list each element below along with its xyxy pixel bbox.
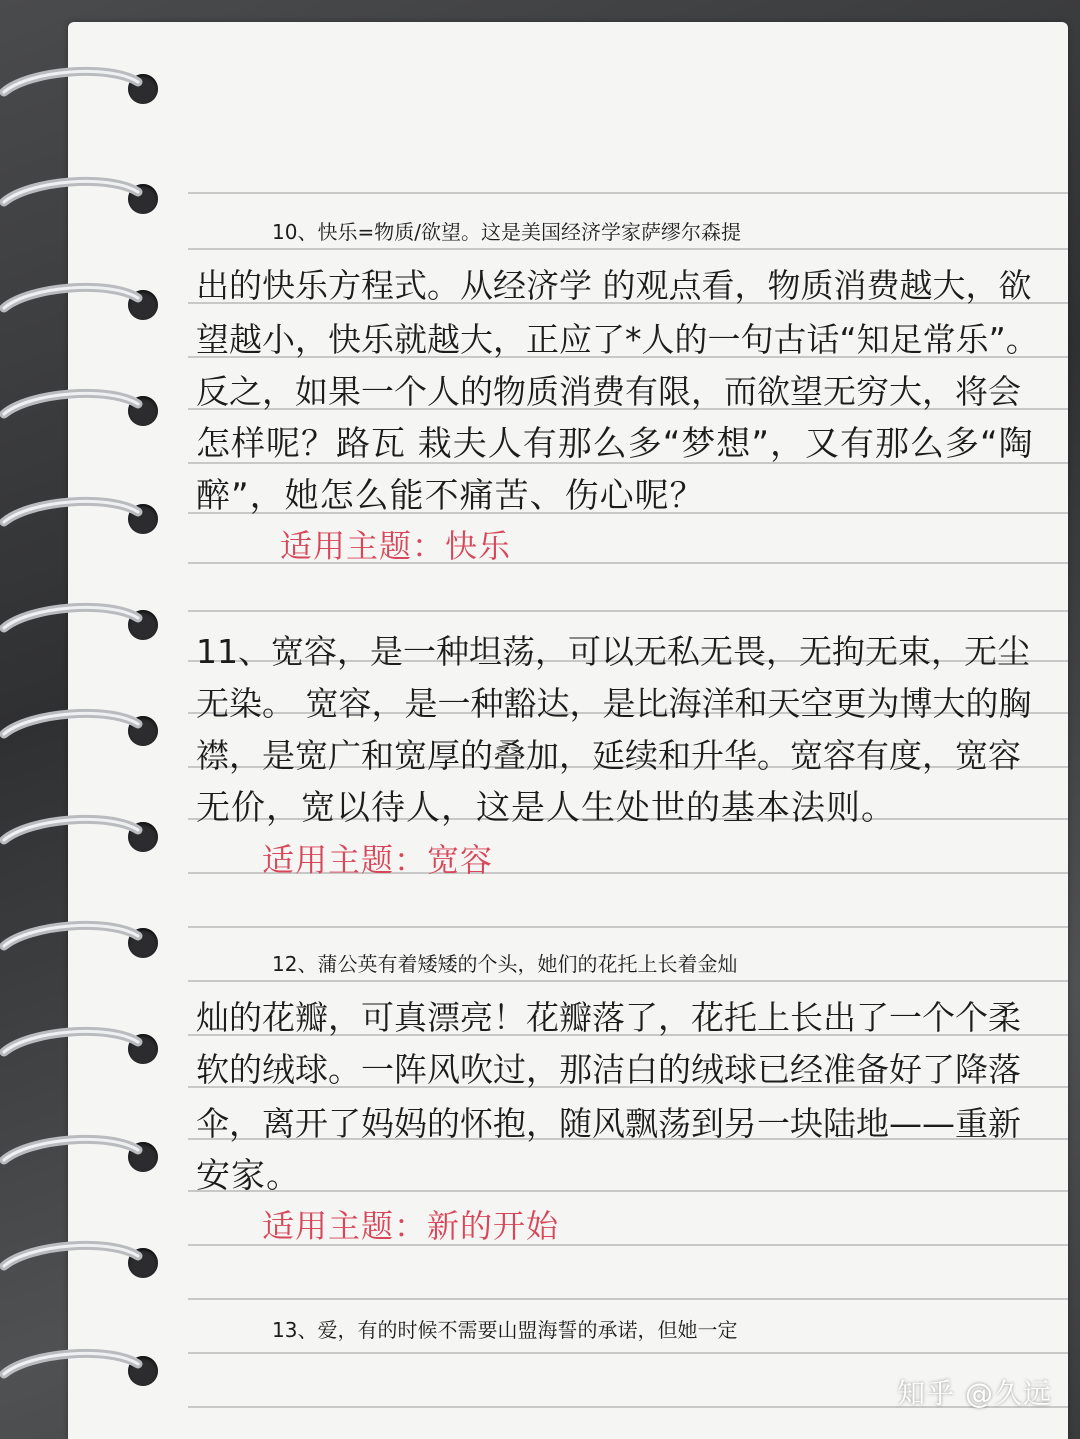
entry-10-line-1: 10、快乐=物质/欲望。这是美国经济学家萨缪尔森提 <box>272 220 741 244</box>
entry-11-line-2: 无染。 宽容，是一种豁达，是比海洋和天空更为博大的胸 <box>196 684 1032 723</box>
spiral-ring <box>0 598 150 642</box>
spiral-ring <box>0 1236 150 1280</box>
entry-11-line-4: 无价，宽以待人，这是人生处世的基本法则。 <box>196 788 896 828</box>
spiral-ring <box>0 1344 150 1388</box>
ruled-line <box>188 192 1068 194</box>
entry-12-line-5: 安家。 <box>196 1156 301 1196</box>
entry-11-theme: 适用主题：宽容 <box>262 841 494 879</box>
entry-10-line-4: 反之，如果一个人的物质消费有限，而欲望无穷大，将会 <box>196 372 1021 411</box>
spiral-ring <box>0 1130 150 1174</box>
entry-12-line-1: 12、蒲公英有着矮矮的个头，她们的花托上长着金灿 <box>272 952 738 976</box>
entry-12-line-4: 伞，离开了妈妈的怀抱，随风飘荡到另一块陆地——重新 <box>196 1104 1021 1143</box>
spiral-ring <box>0 62 150 106</box>
entry-11-line-3: 襟，是宽广和宽厚的叠加，延续和升华。宽容有度，宽容 <box>196 736 1021 775</box>
entry-10-line-6: 醉”，她怎么能不痛苦、伤心呢？ <box>196 476 705 516</box>
entry-11-line-1: 11、宽容，是一种坦荡，可以无私无畏，无拘无束，无尘 <box>196 632 1030 671</box>
watermark: 知乎 @久远 <box>897 1377 1052 1410</box>
spiral-ring <box>0 278 150 322</box>
entry-12-line-2: 灿的花瓣，可真漂亮！花瓣落了，花托上长出了一个个柔 <box>196 998 1021 1037</box>
spiral-ring <box>0 172 150 216</box>
spiral-ring <box>0 384 150 428</box>
entry-13-line-1: 13、爱，有的时候不需要山盟海誓的承诺，但她一定 <box>272 1318 738 1342</box>
entry-10-theme: 适用主题：快乐 <box>280 527 512 565</box>
entry-10-line-5: 怎样呢？路瓦 栽夫人有那么多“梦想”，又有那么多“陶 <box>196 424 1034 464</box>
spiral-ring <box>0 1022 150 1066</box>
entry-10-line-3: 望越小，快乐就越大，正应了*人的一句古话“知足常乐”。 <box>196 320 1039 359</box>
spiral-ring <box>0 492 150 536</box>
entry-12-theme: 适用主题：新的开始 <box>262 1207 560 1245</box>
ruled-line <box>188 1298 1068 1300</box>
spiral-ring <box>0 704 150 748</box>
ruled-line <box>188 1352 1068 1354</box>
ruled-line <box>188 610 1068 612</box>
ruled-line <box>188 926 1068 928</box>
spiral-ring <box>0 810 150 854</box>
entry-10-line-2: 出的快乐方程式。从经济学 的观点看，物质消费越大，欲 <box>196 266 1032 305</box>
spiral-ring <box>0 916 150 960</box>
entry-12-line-3: 软的绒球。一阵风吹过，那洁白的绒球已经准备好了降落 <box>196 1050 1021 1089</box>
